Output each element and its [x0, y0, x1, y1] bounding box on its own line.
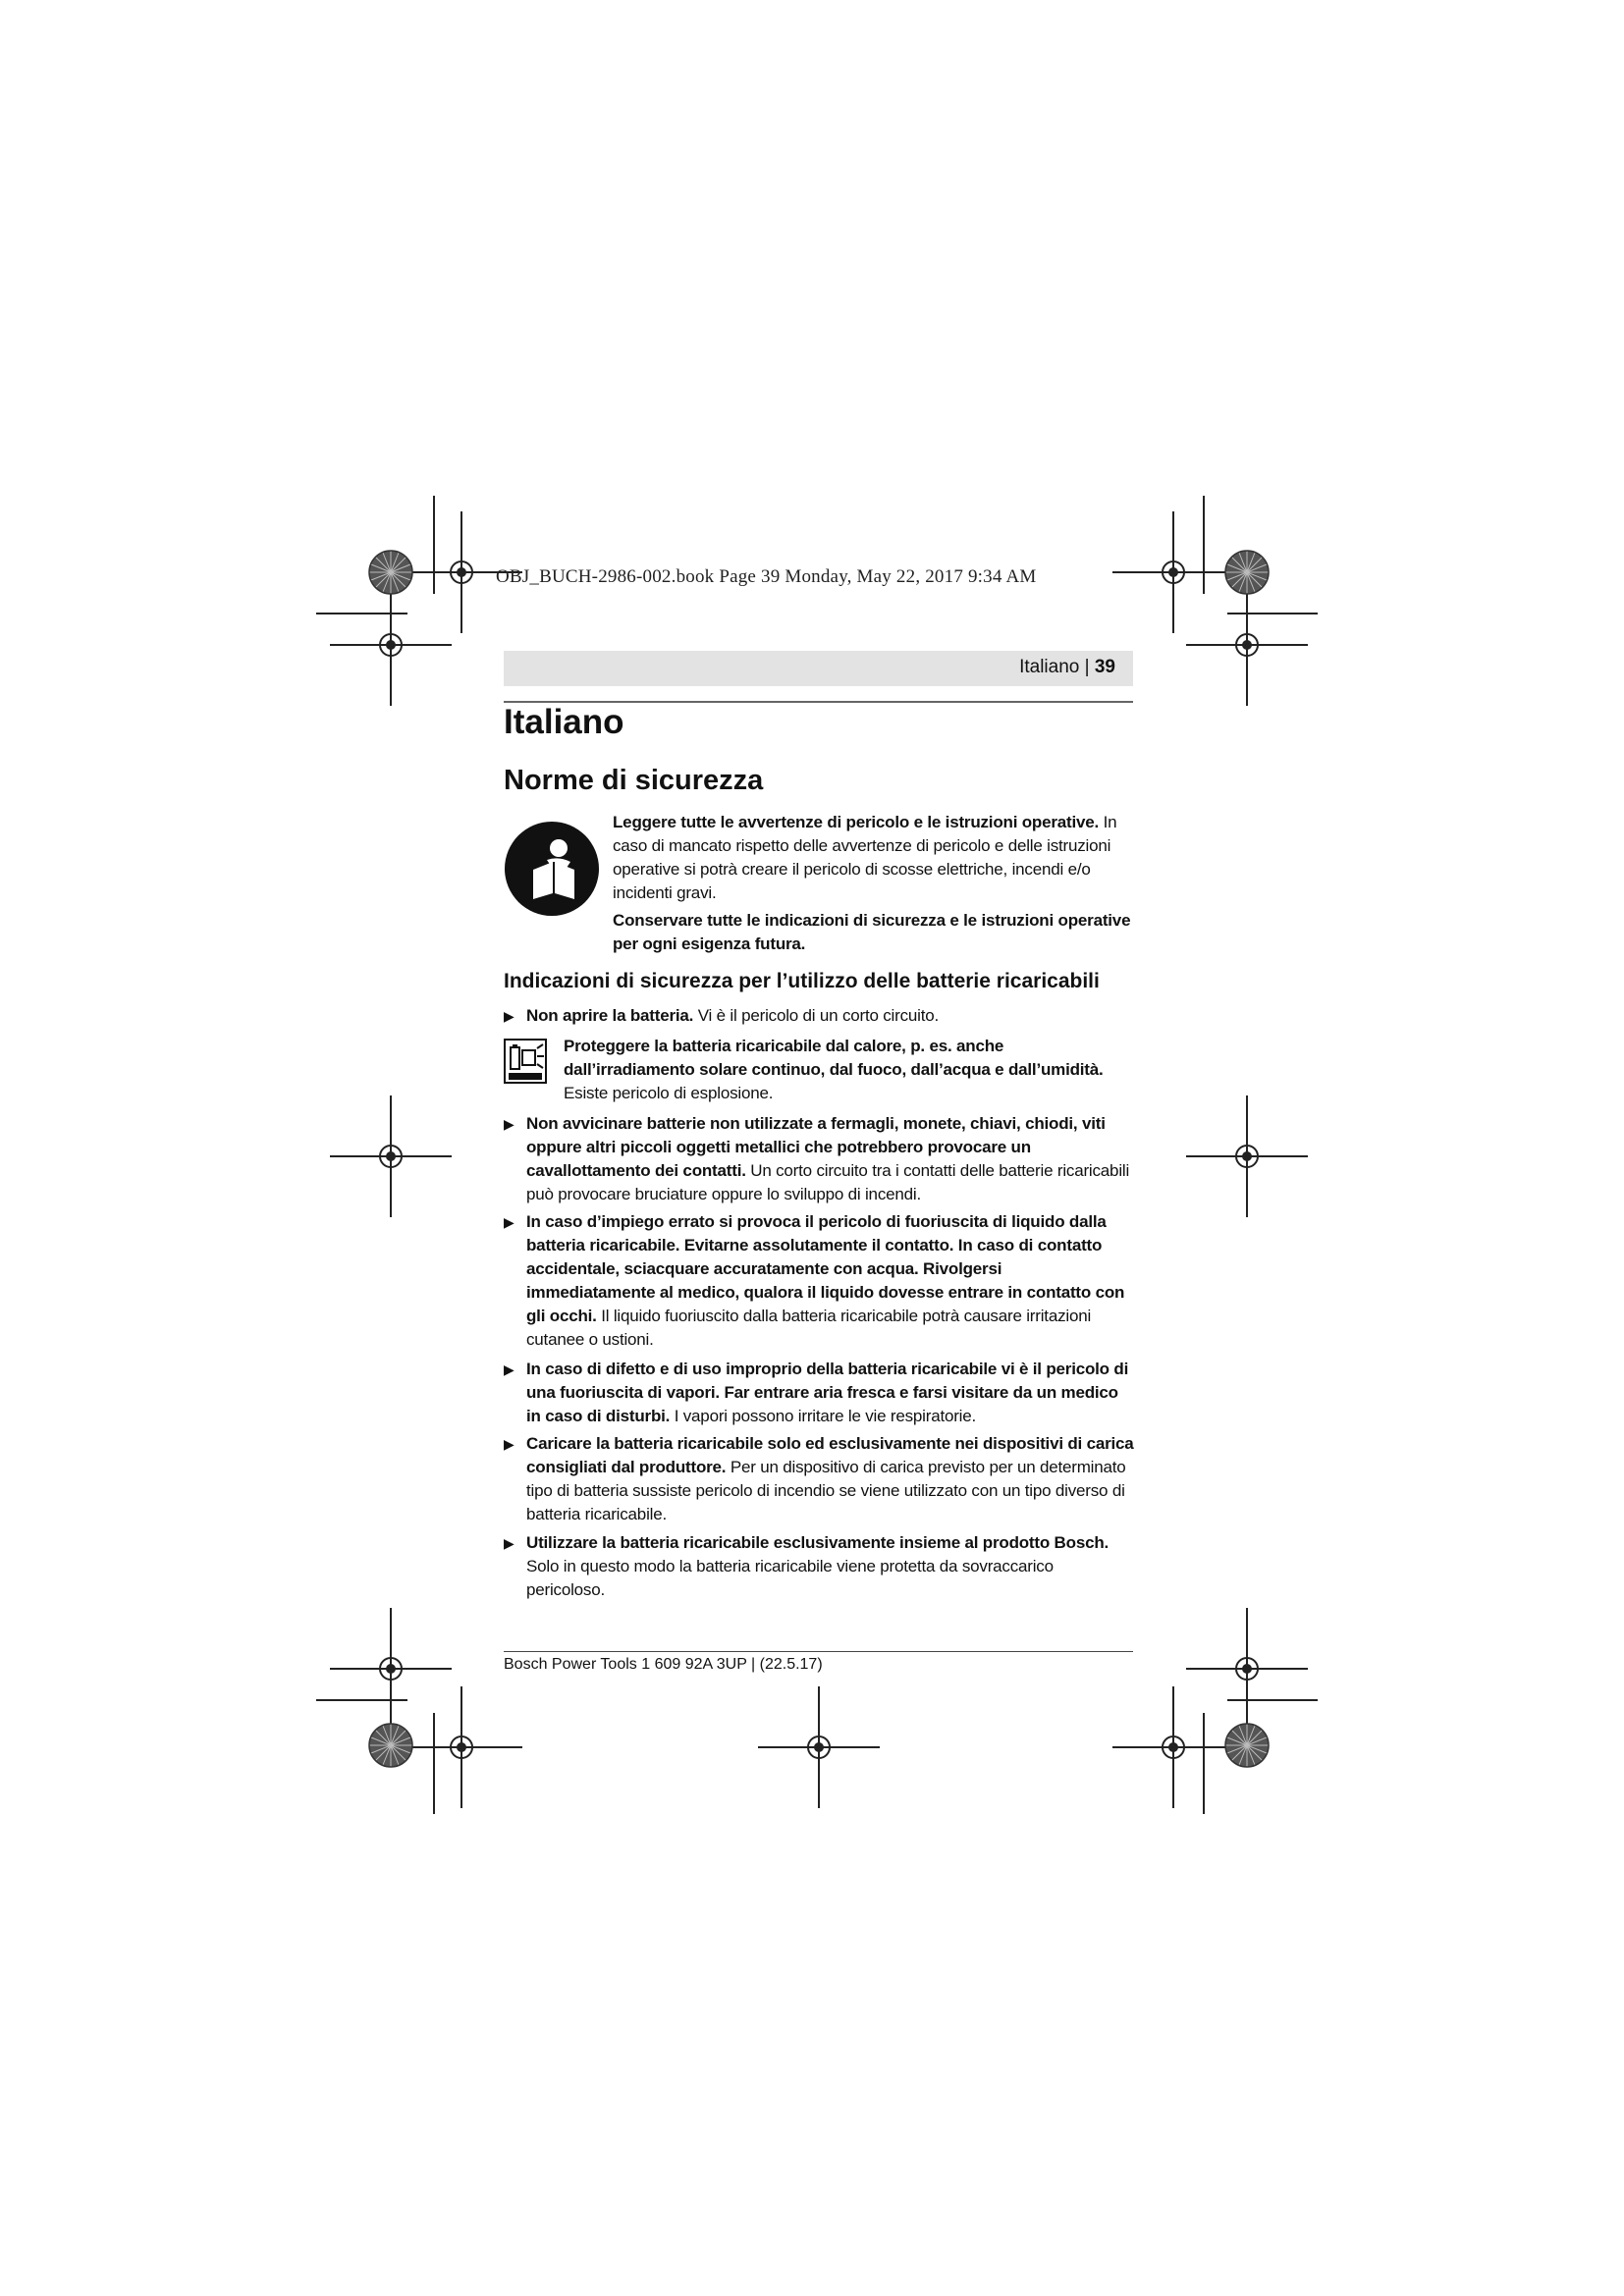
footer-rule [504, 1651, 1133, 1652]
list-item [504, 1531, 1134, 1602]
page-footer: Bosch Power Tools 1 609 92A 3UP | (22.5.17) [504, 1656, 823, 1673]
bullet-arrow-icon: ▶ [504, 1116, 514, 1132]
item-rest: Esiste pericolo di esplosione. [564, 1084, 774, 1102]
header-separator: | [1084, 657, 1090, 677]
item-bold: Proteggere la batteria ricaricabile dal calore, p. es. anche dall’irradiamento solare continuo, dal fuoco, dall’acqua e dall’umidità. [564, 1037, 1104, 1079]
item-rest: Un corto circuito tra i contatti delle batterie ricaricabili può provocare bruciature oppure lo sviluppo di incendi. [526, 1161, 1130, 1203]
bullet-arrow-icon: ▶ [504, 1436, 514, 1452]
item-rest: Il liquido fuoriuscito dalla batteria ricaricabile potrà causare irritazioni cutanee o ustioni. [526, 1307, 1092, 1349]
bullet-arrow-icon: ▶ [504, 1362, 514, 1377]
intro-p1-rest: In caso di mancato rispetto delle avvertenze di pericolo e delle istruzioni operative si potrà creare il pericolo di scosse elettriche, incendi e/o incidenti gravi. [613, 813, 1117, 902]
page-header [504, 651, 1133, 686]
read-manual-icon [504, 821, 600, 917]
list-item [504, 1112, 1134, 1206]
item-rest: Solo in questo modo la batteria ricaricabile viene protetta da sovraccarico pericoloso. [526, 1557, 1054, 1599]
header-text [1019, 657, 1115, 678]
bullet-arrow-icon: ▶ [504, 1214, 514, 1230]
item-rest: Vi è il pericolo di un corto circuito. [693, 1006, 940, 1025]
list-item [504, 1210, 1134, 1352]
bullet-arrow-icon: ▶ [504, 1535, 514, 1551]
intro-paragraph-1 [613, 811, 1134, 905]
list-item [504, 1004, 1134, 1028]
list-item [564, 1035, 1134, 1105]
subsection-title: Indicazioni di sicurezza per l’utilizzo delle batterie ricaricabili [504, 970, 1100, 992]
item-bold: In caso di difetto e di uso improprio della batteria ricaricabile vi è il pericolo di una fuoriuscita di vapori. Far entrare aria fresca e farsi visitare da un medico in caso di disturbi. [526, 1360, 1129, 1425]
item-bold: Non avvicinare batterie non utilizzate a fermagli, monete, chiavi, chiodi, viti oppure altri piccoli oggetti metallici che potrebbero provocare un cavallottamento dei contatti. [526, 1114, 1106, 1180]
header-language: Italiano [1019, 657, 1080, 677]
item-bold: Utilizzare la batteria ricaricabile esclusivamente insieme al prodotto Bosch. [526, 1533, 1110, 1552]
list-item [504, 1432, 1134, 1526]
intro-p1-bold: Leggere tutte le avvertenze di pericolo e le istruzioni operative. [613, 813, 1100, 831]
item-bold: Caricare la batteria ricaricabile solo ed esclusivamente nei dispositivi di carica consigliati dal produttore. [526, 1434, 1134, 1476]
section-title: Norme di sicurezza [504, 765, 764, 796]
intro-p2-bold: Conservare tutte le indicazioni di sicurezza e le istruzioni operative per ogni esigenza futura. [613, 911, 1131, 953]
battery-heat-warning-icon [504, 1039, 547, 1084]
item-rest: I vapori possono irritare le vie respiratorie. [670, 1407, 977, 1425]
page-title: Italiano [504, 703, 624, 741]
item-rest: Per un dispositivo di carica previsto per un determinato tipo di batteria sussiste pericolo di incendio se viene utilizzato con un tipo diverso di batteria ricaricabile. [526, 1458, 1126, 1523]
item-bold: Non aprire la batteria. [526, 1006, 694, 1025]
list-item [504, 1358, 1134, 1428]
bullet-arrow-icon: ▶ [504, 1008, 514, 1024]
print-info: OBJ_BUCH-2986-002.book Page 39 Monday, May 22, 2017 9:34 AM [496, 566, 1037, 587]
item-bold: In caso d’impiego errato si provoca il pericolo di fuoriuscita di liquido dalla batteria ricaricabile. Evitarne assolutamente il contatto. In caso di contatto accidentale, sciacquare accuratamente con acqua. Rivolgersi immediatamente al medico, qualora il liquido dovesse entrare in contatto con gli occhi. [526, 1212, 1125, 1325]
intro-paragraph-2 [613, 909, 1134, 956]
header-page-number: 39 [1094, 657, 1115, 677]
